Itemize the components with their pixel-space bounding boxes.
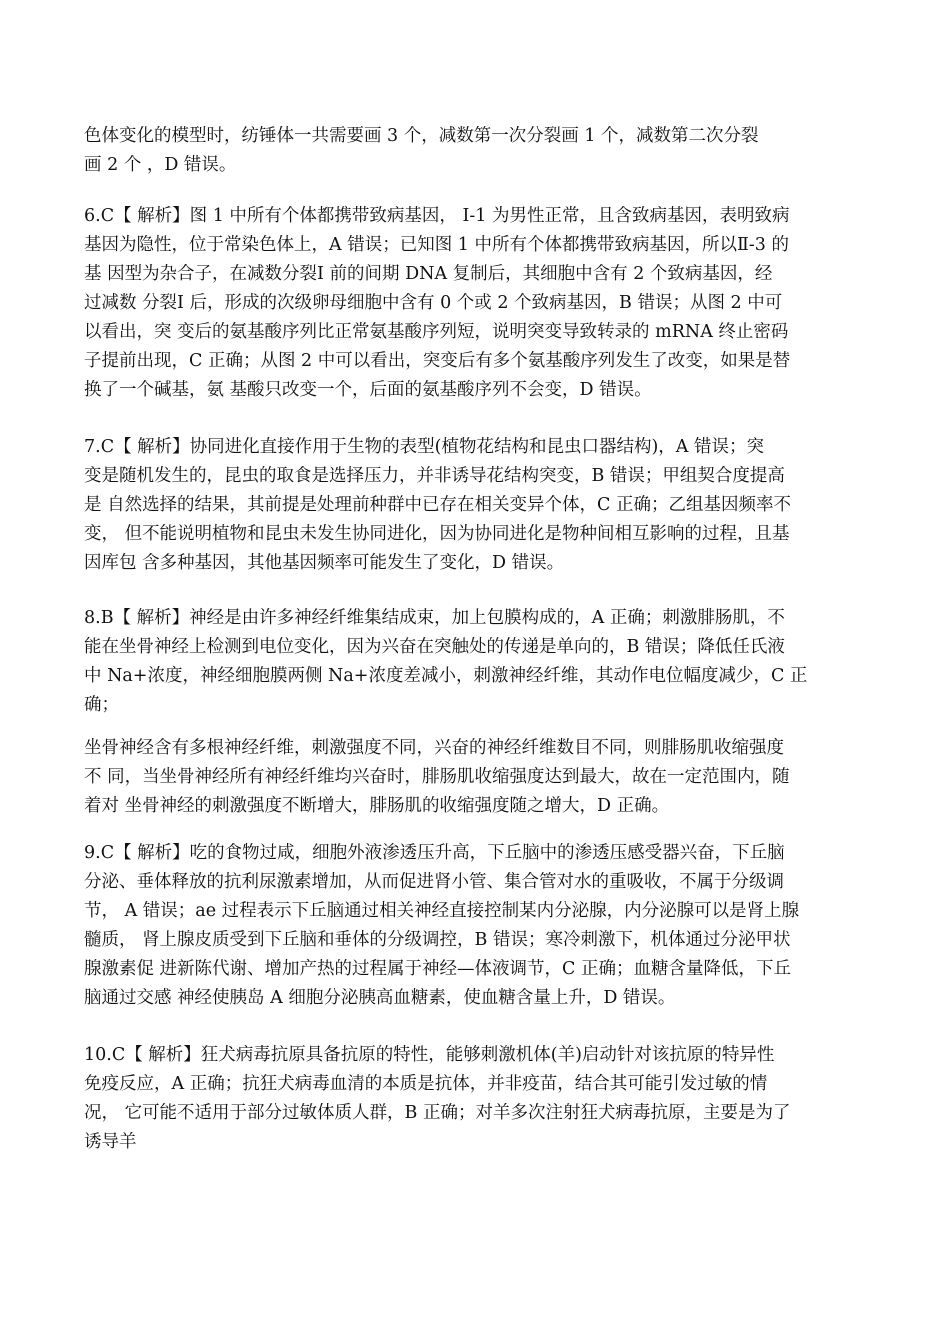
text-line: 基 因型为杂合子，在减数分裂Ⅰ 前的间期 DNA 复制后，其细胞中含有 2 个致病基因，经 <box>84 264 773 284</box>
text-line: 8.B【 解析】神经是由许多神经纤维集结成束，加上包膜构成的，A 正确；刺激腓肠肌，不 <box>84 608 785 628</box>
text-line: 腺激素促 进新陈代谢、增加产热的过程属于神经—体液调节，C 正确；血糖含量降低，下丘 <box>84 959 792 979</box>
paragraph-answer-9 <box>84 839 874 1013</box>
text-line: 况， 它可能不适用于部分过敏体质人群，B 正确；对羊多次注射狂犬病毒抗原，主要是为了 <box>84 1103 791 1123</box>
paragraph-answer-10 <box>84 1041 874 1157</box>
text-line: 脑通过交感 神经使胰岛 A 细胞分泌胰高血糖素，使血糖含量上升，D 错误。 <box>84 988 676 1008</box>
text-line: 髓质， 肾上腺皮质受到下丘脑和垂体的分级调控，B 错误；寒冷刺激下，机体通过分泌甲状 <box>84 930 791 950</box>
text-line: 诱导羊 <box>84 1132 137 1152</box>
text-line: 变， 但不能说明植物和昆虫未发生协同进化，因为协同进化是物种间相互影响的过程，且基 <box>84 524 790 544</box>
text-line: 中 Na+浓度，神经细胞膜两侧 Na+浓度差减小，刺激神经纤维，其动作电位幅度减少，C 正 <box>84 666 808 686</box>
paragraph-answer-8-continuation <box>84 734 874 821</box>
text-line: 分泌、垂体释放的抗利尿激素增加，从而促进肾小管、集合管对水的重吸收，不属于分级调 <box>84 872 784 892</box>
text-line: 不 同，当坐骨神经所有神经纤维均兴奋时，腓肠肌收缩强度达到最大，故在一定范围内，随 <box>84 767 790 787</box>
text-line: 节， A 错误；ae 过程表示下丘脑通过相关神经直接控制某内分泌腺，内分泌腺可以是肾上腺 <box>84 901 800 921</box>
paragraph-answer-6 <box>84 202 874 405</box>
text-line: 变是随机发生的，昆虫的取食是选择压力，并非诱导花结构突变，B 错误；甲组契合度提高 <box>84 466 785 486</box>
text-line: 色体变化的模型时，纺锤体一共需要画 3 个，减数第一次分裂画 1 个，减数第二次分裂 <box>84 126 759 146</box>
text-line: 10.C【 解析】狂犬病毒抗原具备抗原的特性，能够刺激机体(羊)启动针对该抗原的特异性 <box>84 1045 775 1065</box>
text-line: 6.C【 解析】图 1 中所有个体都携带致病基因， I-1 为男性正常，且含致病基因，表明致病 <box>84 206 790 226</box>
text-line: 基因为隐性，位于常染色体上，A 错误；已知图 1 中所有个体都携带致病基因，所以Ⅱ-3 的 <box>84 235 789 255</box>
text-line: 着对 坐骨神经的刺激强度不断增大，腓肠肌的收缩强度随之增大，D 正确。 <box>84 796 670 816</box>
text-line: 坐骨神经含有多根神经纤维，刺激强度不同，兴奋的神经纤维数目不同，则腓肠肌收缩强度 <box>84 738 784 758</box>
text-line: 7.C【 解析】协同进化直接作用于生物的表型(植物花结构和昆虫口器结构)，A 错误；突 <box>84 437 765 457</box>
text-line: 9.C【 解析】吃的食物过咸，细胞外液渗透压升高，下丘脑中的渗透压感受器兴奋，下丘脑 <box>84 843 785 863</box>
text-line: 免疫反应，A 正确；抗狂犬病毒血清的本质是抗体，并非疫苗，结合其可能引发过敏的情 <box>84 1074 768 1094</box>
text-line: 子提前出现，C 正确；从图 2 中可以看出，突变后有多个氨基酸序列发生了改变，如果是替 <box>84 351 791 371</box>
text-line: 因库包 含多种基因，其他基因频率可能发生了变化，D 错误。 <box>84 553 565 573</box>
paragraph-answer-7 <box>84 433 874 578</box>
text-line: 画 2 个 ，D 错误。 <box>84 155 237 175</box>
text-line: 换了一个碱基，氨 基酸只改变一个，后面的氨基酸序列不会变，D 错误。 <box>84 380 652 400</box>
text-line: 过减数 分裂Ⅰ 后，形成的次级卵母细胞中含有 0 个或 2 个致病基因，B 错误；从图 2 中可 <box>84 293 783 313</box>
text-line: 是 自然选择的结果，其前提是处理前种群中已存在相关变异个体，C 正确；乙组基因频率不 <box>84 495 792 515</box>
paragraph-answer-8 <box>84 604 874 720</box>
text-line: 能在坐骨神经上检测到电位变化，因为兴奋在突触处的传递是单向的，B 错误；降低任氏液 <box>84 637 785 657</box>
paragraph-intro-continuation <box>84 122 874 180</box>
text-line: 以看出，突 变后的氨基酸序列比正常氨基酸序列短，说明突变导致转录的 mRNA 终止密码 <box>84 322 789 342</box>
text-line: 确； <box>84 695 119 715</box>
